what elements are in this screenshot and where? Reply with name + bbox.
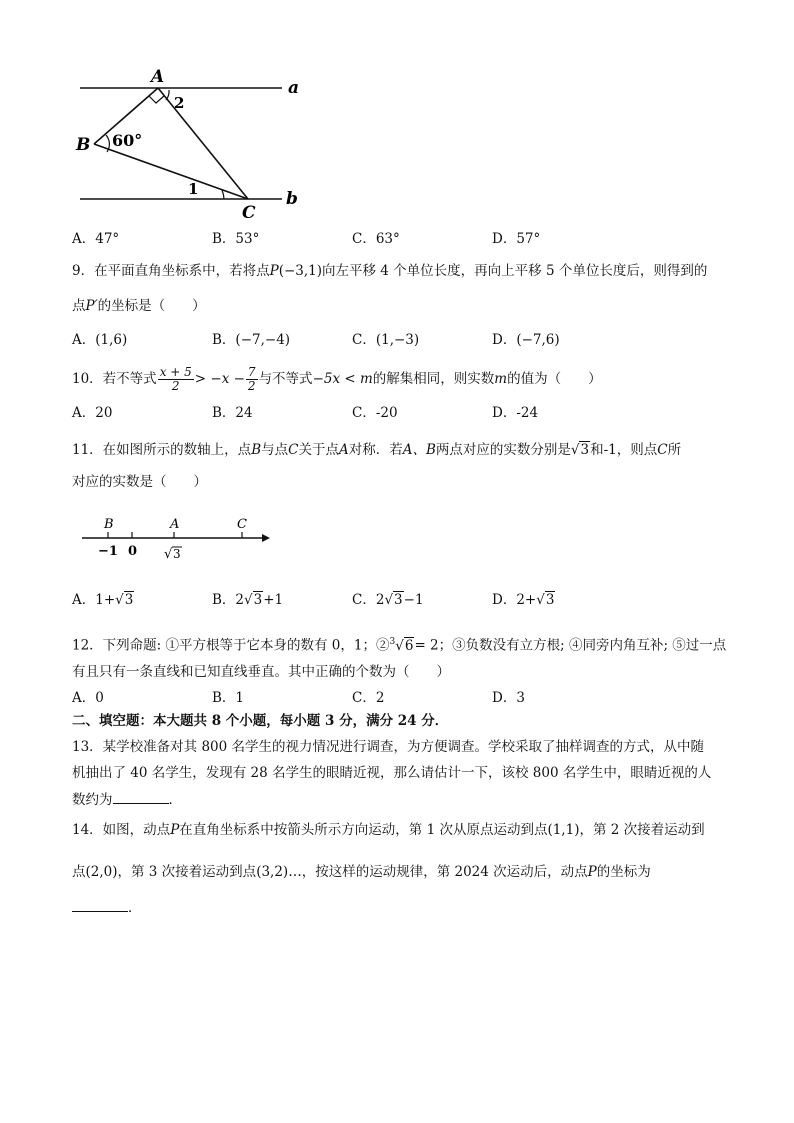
q12-option-c: C．2 [352, 690, 385, 706]
axis-tick-minus1: −1 [98, 544, 118, 559]
q11-line2: 对应的实数是（ ） [72, 474, 207, 490]
label-angle-1: 1 [188, 180, 199, 198]
q12-option-d: D．3 [492, 690, 525, 706]
label-angle-b: 60° [112, 131, 143, 150]
q10-option-d: D．-24 [492, 405, 539, 421]
q8-option-d: D．57° [492, 231, 541, 247]
q10-option-c: C．-20 [352, 405, 398, 421]
section-heading: 二、填空题：本大题共 8 个小题，每小题 3 分，满分 24 分． [72, 713, 449, 729]
q11-option-a: A．1+√3 [72, 592, 134, 608]
q8-option-c: C．63° [352, 231, 400, 247]
q12-option-b: B．1 [212, 690, 245, 706]
axis-tick-sqrt: 3 [173, 547, 181, 561]
q9-line2: 点P′的坐标是（ ） [72, 298, 206, 314]
parallel-lines-figure [72, 68, 332, 220]
number-line-figure [80, 512, 280, 566]
q13-line3: 数约为 ． [72, 789, 182, 810]
label-angle-2: 2 [174, 94, 185, 112]
q9-option-b: B．(−7,−4) [212, 332, 291, 348]
q10-option-b: B．24 [212, 405, 253, 421]
q11-option-d: D．2+√3 [492, 592, 555, 608]
q9-option-c: C．(1,−3) [352, 332, 420, 348]
q11-option-b: B．2√3+1 [212, 592, 284, 608]
q14-line2: 点(2,0)，第 3 次接着运动到点(3,2)…，按这样的运动规律，第 2024 次运动后，动点P的坐标为 [72, 864, 651, 880]
label-B: B [76, 135, 91, 155]
answer-blank-14 [72, 897, 128, 912]
q10-line: 10．若不等式 $\frac{x + 5}{2}$ > −x − $\frac{7}{2}$ 与不等式−5x < m的解集相同，则实数m的值为（ ） [72, 365, 602, 393]
q10-option-a: A．20 [72, 405, 113, 421]
q14-line1: 14．如图，动点P在直角坐标系中按箭头所示方向运动，第 1 次从原点运动到点(1,1)，第 2 次接着运动到 [72, 822, 705, 838]
axis-label-A: A [170, 517, 180, 532]
label-b: b [286, 189, 298, 209]
q9-option-a: A．(1,6) [72, 332, 128, 348]
q8-option-b: B．53° [212, 231, 260, 247]
axis-tick-zero: 0 [128, 544, 138, 559]
label-A: A [151, 68, 165, 87]
q9-option-d: D．(−7,6) [492, 332, 560, 348]
answer-blank-13 [113, 789, 169, 804]
q13-line1: 13．某学校准备对其 800 名学生的视力情况进行调查，为方便调查。学校采取了抽样调查的方式，从中随 [72, 739, 705, 755]
q11-option-c: C．2√3−1 [352, 592, 424, 608]
q13-line2: 机抽出了 40 名学生，发现有 28 名学生的眼睛近视，那么请估计一下，该校 800 名学生中，眼睛近视的人 [72, 765, 712, 781]
label-a: a [288, 78, 300, 98]
q14-line3: ． [72, 897, 142, 918]
q12-line2: 有且只有一条直线和已知直线垂直。其中正确的个数为（ ） [72, 664, 450, 680]
axis-label-C: C [237, 517, 247, 532]
svg-text:√: √ [164, 547, 173, 562]
label-C: C [242, 203, 256, 220]
q11-line1: 11．在如图所示的数轴上，点B与点C关于点A对称．若A、B两点对应的实数分别是√3和-1，则点C所 [72, 442, 682, 458]
q8-option-a: A．47° [72, 231, 120, 247]
q9-line1: 9．在平面直角坐标系中，若将点P(−3,1)向左平移 4 个单位长度，再向上平移 5 个单位长度后，则得到的 [72, 263, 708, 279]
axis-label-B: B [104, 517, 114, 532]
q12-line1: 12．下列命题: ①平方根等于它本身的数有 0，1；②$^3$√6= 2；③负数没有立方根; ④同旁内角互补; ⑤过一点 [72, 637, 727, 654]
q12-option-a: A．0 [72, 690, 104, 706]
